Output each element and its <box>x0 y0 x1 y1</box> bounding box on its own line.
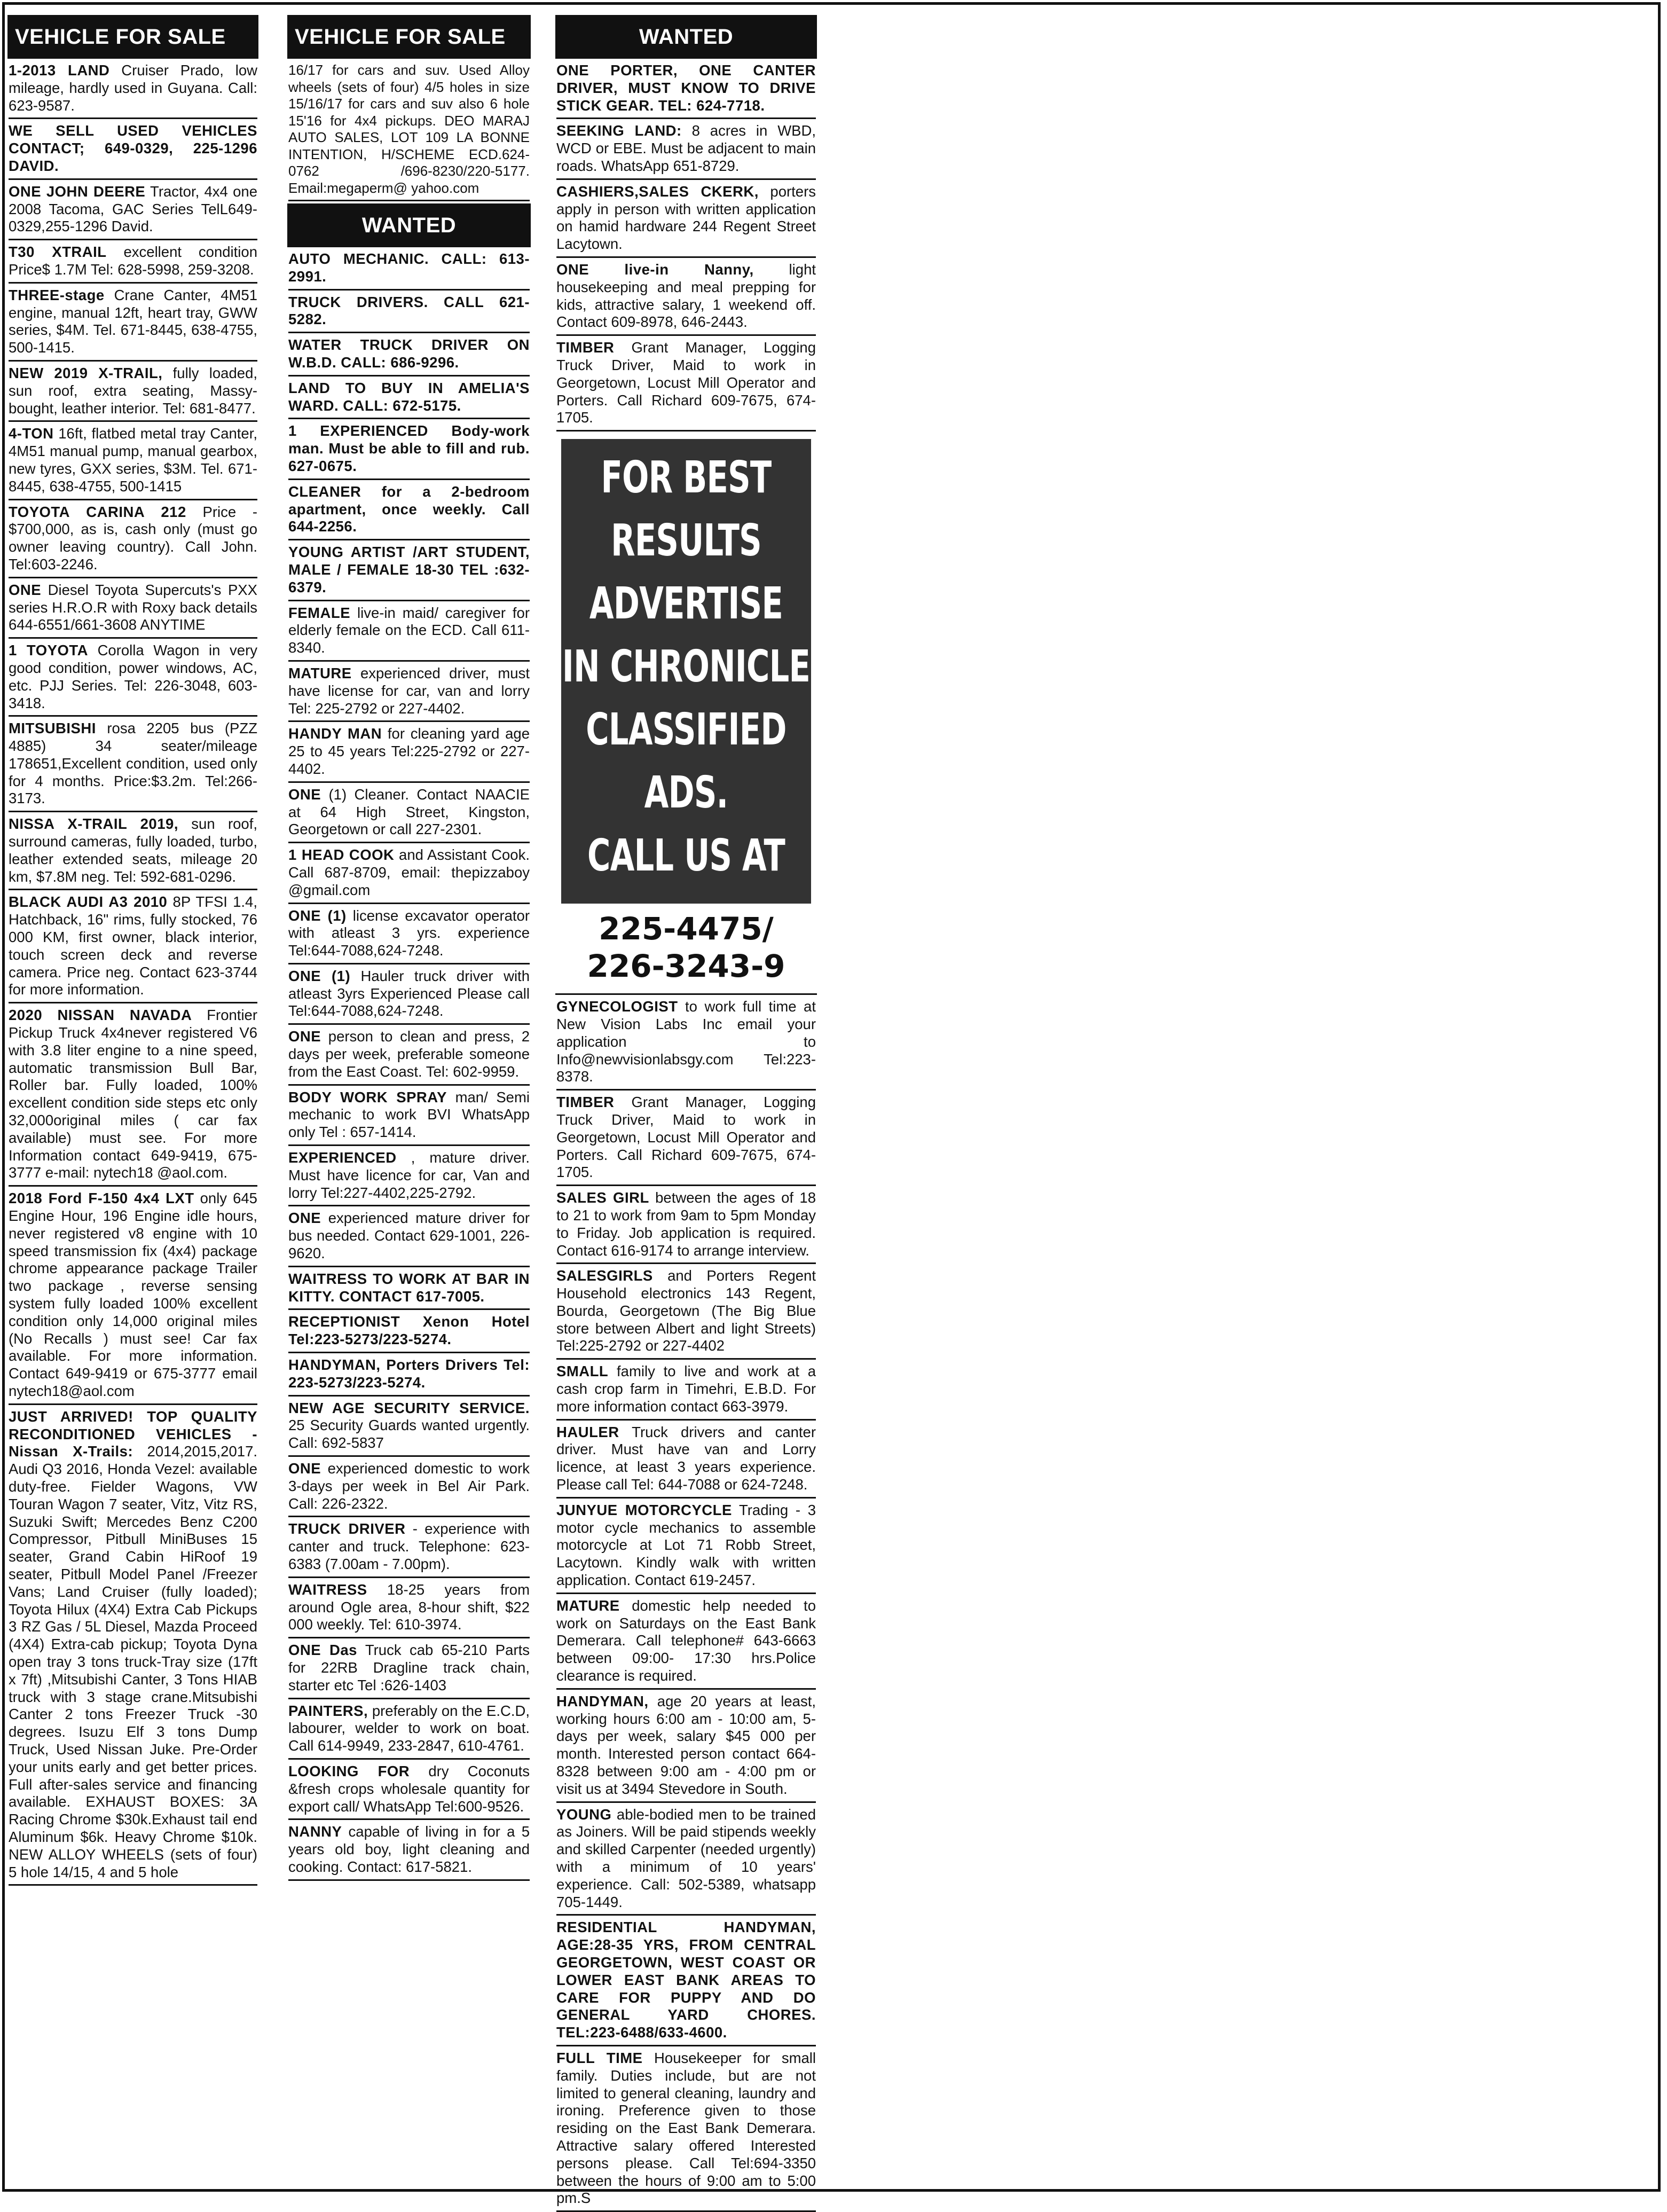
ad-text: to work full time at New Vision Labs Inc email your application to Info@newvisionlabsgy.com Tel:223-8378. <box>556 998 816 1085</box>
ad-lead: RESIDENTIAL HANDYMAN, AGE:28-35 YRS, FROM CENTRAL GEORGETOWN, WEST COAST OR LOWER EAST BANK AREAS TO CARE FOR PUPPY AND DO GENERAL YARD CHORES. TEL:223-6488/633-4600. <box>556 1919 816 2041</box>
ad-lead: SALES GIRL <box>556 1189 649 1206</box>
classified-ad <box>288 1457 530 1517</box>
column-vehicle-for-sale <box>7 15 258 2194</box>
ad-text: , mature driver. Must have licence for car, Van and lorry Tel:227-4402,225-2792. <box>288 1149 530 1201</box>
ad-lead: HANDYMAN, Porters Drivers Tel: 223-5273/223-5274. <box>288 1356 530 1391</box>
ads-list <box>555 59 817 432</box>
ad-text: Truck cab 65-210 Parts for 22RB Dragline track chain, starter etc Tel :626-1403 <box>288 1642 530 1693</box>
classified-ad <box>288 1517 530 1578</box>
banner-line: CALL US AT <box>587 830 785 882</box>
classified-ad <box>288 1353 530 1397</box>
ad-text: excellent condition Price$ 1.7M Tel: 628-5998, 259-3208. <box>9 244 258 278</box>
ad-text: only 645 Engine Hour, 196 Engine idle hours, never registered v8 engine with 10 speed transmission fix (4x4) package chrome appearance package Trailer two package , reverse sensing system fully loaded 100% excellent condition only 14,000 original miles (No Recalls ) must see! Car fax available. For more information. Contact 649-9419 or 675-3777 email nytech18@aol.com <box>9 1190 257 1399</box>
ad-text: man/ Semi mechanic to work BVI WhatsApp only Tel : 657-1414. <box>288 1088 530 1141</box>
classified-ad <box>9 1405 257 1886</box>
ad-lead: FEMALE <box>288 604 351 621</box>
ad-lead: 2020 NISSAN NAVADA <box>9 1007 192 1024</box>
classified-ad <box>288 1699 530 1760</box>
promo-phone-numbers <box>555 904 817 995</box>
ad-text: 8 acres in WBD, WCD or EBE. Must be adjacent to main roads. WhatsApp 651-8729. <box>556 122 816 174</box>
ad-lead: NEW AGE SECURITY SERVICE. <box>288 1399 530 1416</box>
ad-lead: YOUNG <box>556 1806 612 1823</box>
section-header-vehicle-for-sale: VEHICLE FOR SALE <box>7 15 258 59</box>
ad-lead: YOUNG ARTIST /ART STUDENT, MALE / FEMALE 18-30 TEL :632-6379. <box>288 544 530 595</box>
ad-lead: TOYOTA CARINA 212 <box>9 503 186 520</box>
ad-lead: THREE-stage <box>9 286 105 303</box>
classified-ad <box>288 419 530 480</box>
ad-lead: CLEANER for a 2-bedroom apartment, once weekly. Call 644-2256. <box>288 483 530 535</box>
ad-text: and Assistant Cook. Call 687-8709, email: thepizzaboy @gmail.com <box>288 846 530 898</box>
ad-text: domestic help needed to work on Saturdays on the East Bank Demerara. Call telephone# 643-6663 between 09:00- 17:30 hrs.Police clearance is required. <box>556 1597 816 1684</box>
ad-text: 2014,2015,2017. Audi Q3 2016, Honda Vezel: available duty-free. Fielder Wagons, VW Touran Wagon 7 seater, Vitz, Vitz RS, Suzuki Swift; Mercedes Benz C200 Compressor, Pitbull MiniBuses 15 seater, Grand Cabin HiRoof 19 seater, Pitbull Model Panel /Freezer Vans; Land Cruiser (fully loaded); Toyota Hilux (4X4) Extra Cab Pickups 3 RZ Gas / 5L Diesel, Mazda Proceed (4X4) Extra-cab pickup; Toyota Dyna open tray 3 tons truck-Tray size (17ft x 7ft) ,Mitsubishi Canter, 3 Tons HIAB truck with 3 stage crane.Mitsubishi Canter 2 tons Freezer Truck -30 degrees. Isuzu Elf 3 tons Dump Truck, Used Nissan Juke. Pre-Order your units early and get better prices. Full after-sales service and financing available. EXHAUST BOXES: 3A Racing Chrome $30k.Exhaust tail end Aluminum $6k. Heavy Chrome $10k. NEW ALLOY WHEELS (sets of four) 5 hole 14/15, 4 and 5 hole <box>9 1443 257 1880</box>
classified-ad <box>288 1397 530 1457</box>
ad-lead: TRUCK DRIVER <box>288 1520 406 1538</box>
classified-ad <box>9 1187 257 1405</box>
banner-line: FOR BEST RESULTS <box>601 452 772 567</box>
ad-text: experienced mature driver for bus needed. Contact 629-1001, 226-9620. <box>288 1210 530 1262</box>
classified-ad <box>288 843 530 904</box>
ad-lead: BODY WORK SPRAY <box>288 1088 447 1105</box>
classified-ad <box>288 601 530 662</box>
ad-text: Frontier Pickup Truck 4x4never registered V6 with 3.8 liter engine to a nine speed, automatic transmission Bull Bar, Roller bar. Fully loaded, 100% excellent condition side steps etc only 32,000original miles ( car fax available) must see. For more Information contact 649-9419, 675-3777 e-mail: nytech18 @aol.com. <box>9 1007 258 1181</box>
ad-text: age 20 years at least, working hours 6:00 am - 10:00 am, 5-days per week, salary $45 000 per month. Interested person contact 664-8328 between 9:00 am - 4:00 pm or visit us at 3494 Stevedore in South. <box>556 1692 816 1797</box>
classified-ad <box>288 1025 530 1085</box>
ad-lead: MATURE <box>556 1597 620 1614</box>
ad-text: Housekeeper for small family. Duties include, but are not limited to general cleaning, laundry and ironing. Preference given to those residing on the East Bank Demerara. Attractive salary offered Interested persons please. Call Tel:694-3350 between the hours of 9:00 am to 5:00 pm.S <box>556 2049 816 2207</box>
ad-text: Diesel Toyota Supercuts's PXX series H.R.O.R with Roxy back details 644-6551/661-3608 ANYTIME <box>9 581 257 633</box>
classified-ad <box>9 240 257 284</box>
classified-ad <box>556 180 816 258</box>
ad-text: Price - $700,000, as is, cash only (must go owner leaving country). Call John. Tel:603-2246. <box>9 503 258 572</box>
ad-lead: LOOKING FOR <box>288 1762 410 1779</box>
ad-lead: ONE <box>288 1028 321 1045</box>
ad-text: - experience with canter and truck. Telephone: 623-6383 (7.00am - 7.00pm). <box>288 1520 530 1572</box>
ad-lead: HAULER <box>556 1423 619 1440</box>
classified-ad <box>556 1091 816 1186</box>
classified-ad <box>9 890 257 1003</box>
ad-lead: JUST ARRIVED! TOP QUALITY RECONDITIONED VEHICLES - Nissan X-Trails: <box>9 1408 257 1460</box>
ad-lead: 4-TON <box>9 425 54 442</box>
classified-ad <box>288 1820 530 1880</box>
promo-banner <box>561 439 811 904</box>
ad-lead: WAITRESS <box>288 1581 367 1598</box>
ad-text: live-in maid/ caregiver for elderly female on the ECD. Call 611-8340. <box>288 604 530 656</box>
ad-lead: HANDY MAN <box>288 725 382 742</box>
column-vehicle-wanted <box>287 15 531 2194</box>
classified-ad <box>556 1803 816 1916</box>
ad-lead: ONE PORTER, ONE CANTER DRIVER, MUST KNOW TO DRIVE STICK GEAR. TEL: 624-7718. <box>556 62 816 114</box>
ad-text: license excavator operator with atleast 3 yrs. experience Tel:644-7088,624-7248. <box>288 907 530 959</box>
ad-text: family to live and work at a cash crop farm in Timehri, E.B.D. For more information contact 663-3979. <box>556 1363 816 1415</box>
classified-ad <box>9 59 257 119</box>
phone-line: 225-4475/ <box>599 911 774 947</box>
classified-ad <box>9 362 257 422</box>
ad-lead: JUNYUE MOTORCYCLE <box>556 1501 732 1518</box>
classified-ad <box>288 904 530 964</box>
ad-lead: ONE (1) <box>288 907 347 924</box>
classified-ad <box>288 1638 530 1699</box>
classified-ad <box>9 812 257 890</box>
classified-ad <box>288 1760 530 1820</box>
classified-ad <box>288 1086 530 1146</box>
ad-lead: ONE (1) <box>288 967 351 984</box>
ad-lead: 1 TOYOTA <box>9 642 88 659</box>
ad-text: dry Coconuts &fresh crops wholesale quantity for export call/ WhatsApp Tel:600-9526. <box>288 1762 530 1815</box>
classified-ad <box>288 1267 530 1311</box>
ad-lead: 2018 Ford F-150 4x4 LXT <box>9 1190 194 1207</box>
classified-ad <box>9 1003 257 1187</box>
classified-ad <box>9 578 257 639</box>
classified-ad <box>288 722 530 782</box>
classified-ad <box>556 258 816 336</box>
ad-lead: NISSA X-TRAIL 2019, <box>9 815 178 833</box>
classified-ad <box>288 247 530 291</box>
ad-continued: 16/17 for cars and suv. Used Alloy wheels (sets of four) 4/5 holes in size 15/16/17 for cars and suv also 6 hole 15'16 for 4x4 pickups. DEO MARAJ AUTO SALES, LOT 109 LA BONNE INTENTION, H/SCHEME ECD.624-0762 /696-8230/220-5177. Email:megaperm@ yahoo.com <box>288 59 530 201</box>
ad-text: Hauler truck driver with atleast 3yrs Experienced Please call Tel:644-7088,624-7248. <box>288 967 530 1019</box>
ad-lead: ONE <box>288 786 321 803</box>
ad-lead: EXPERIENCED <box>288 1149 397 1166</box>
classified-ad <box>556 1360 816 1420</box>
ad-text: Crane Canter, 4M51 engine, manual 12ft, heart tray, GWW series, $4M. Tel. 671-8445, 638-4755, 500-1415. <box>9 286 257 356</box>
classified-ad <box>556 1499 816 1594</box>
classified-ad <box>9 119 257 179</box>
classified-ad <box>288 291 530 334</box>
classified-ad <box>9 717 257 812</box>
ad-lead: 1 HEAD COOK <box>288 846 395 864</box>
ads-list <box>287 247 531 1881</box>
ad-text: light housekeeping and meal prepping for kids, attractive salary, 1 weekend off. Contact 609-8978, 646-2443. <box>556 261 816 331</box>
ad-text: for cleaning yard age 25 to 45 years Tel:225-2792 or 227-4402. <box>288 725 530 777</box>
classified-ad <box>288 480 530 540</box>
ad-text: preferably on the E.C.D, labourer, welder to work on boat. Call 614-9949, 233-2847, 610-4761. <box>288 1702 530 1754</box>
classified-ad <box>556 1690 816 1803</box>
ad-lead: TIMBER <box>556 339 615 356</box>
ad-text: experienced driver, must have license for car, van and lorry Tel: 225-2792 or 227-4402. <box>288 664 530 717</box>
banner-line: IN CHRONICLE <box>562 641 811 693</box>
ad-text: porters apply in person with written application on hamid hardware 244 Regent Street Lacytown. <box>556 183 816 253</box>
ad-lead: LAND TO BUY IN AMELIA'S WARD. CALL: 672-5175. <box>288 379 530 414</box>
ad-lead: HANDYMAN, <box>556 1692 649 1709</box>
ad-lead: ONE live-in Nanny, <box>556 261 754 278</box>
ad-text: Grant Manager, Logging Truck Driver, Maid to work in Georgetown, Locust Mill Operator and Porters. Call Richard 609-7675, 674-1705. <box>556 339 816 426</box>
ad-lead: ONE <box>288 1460 321 1477</box>
ad-text: between the ages of 18 to 21 to work from 9am to 5pm Monday to Friday. Job application is required. Contact 616-9174 to arrange interview. <box>556 1189 816 1259</box>
ad-lead: AUTO MECHANIC. CALL: 613-2991. <box>288 250 530 285</box>
classified-ad <box>556 1186 816 1264</box>
ad-lead: WAITRESS TO WORK AT BAR IN KITTY. CONTACT 617-7005. <box>288 1270 530 1305</box>
ad-lead: MATURE <box>288 664 352 681</box>
classified-ad <box>9 500 257 578</box>
ad-lead: ONE JOHN DEERE <box>9 183 146 200</box>
ad-text: 18-25 years from around Ogle area, 8-hour shift, $22 000 weekly. Tel: 610-3974. <box>288 1581 530 1633</box>
classified-ad <box>9 422 257 500</box>
ad-text: 8P TFSI 1.4, Hatchback, 16" rims, fully stocked, 76 000 KM, first owner, black interior, touch screen deck and reverse camera. Price neg. Contact 623-3744 for more information. <box>9 893 257 998</box>
classified-ad <box>288 1578 530 1638</box>
classified-ad <box>556 995 816 1091</box>
classified-ad <box>556 1264 816 1360</box>
classified-ad <box>288 964 530 1025</box>
ad-text: Cruiser Prado, low mileage, hardly used in Guyana. Call: 623-9587. <box>9 62 257 114</box>
classified-ad <box>9 639 257 717</box>
ad-text: Tractor, 4x4 one 2008 Tacoma, GAC Series TelL649-0329,255-1296 David. <box>9 183 257 235</box>
ad-text: capable of living in for a 5 years old boy, light cleaning and cooking. Contact: 617-5821. <box>288 1823 530 1875</box>
banner-line: CLASSIFIED ADS. <box>586 704 787 819</box>
ad-lead: BLACK AUDI A3 2010 <box>9 893 168 911</box>
ad-lead: NEW 2019 X-TRAIL, <box>9 364 163 381</box>
ad-text: able-bodied men to be trained as Joiners. Will be paid stipends weekly and skilled Carpenter (needed urgently) with a minimum of 10 years' experience. Call: 502-5389, whatsapp 705-1449. <box>556 1806 816 1910</box>
classified-ad <box>288 1206 530 1267</box>
ad-text: person to clean and press, 2 days per week, preferable someone from the East Coast. Tel: 602-9959. <box>288 1028 530 1080</box>
classified-ad <box>556 1421 816 1499</box>
classified-ad <box>556 1916 816 2046</box>
classified-ad <box>288 1310 530 1353</box>
ad-lead: GYNECOLOGIST <box>556 998 678 1015</box>
ad-lead: RECEPTIONIST Xenon Hotel Tel:223-5273/223-5274. <box>288 1313 530 1348</box>
classified-ad <box>288 662 530 722</box>
ad-text: Truck drivers and canter driver. Must have van and Lorry licence, at least 3 years experience. Please call Tel: 644-7088 or 624-7248. <box>556 1423 816 1493</box>
banner-line: ADVERTISE <box>589 578 783 630</box>
column-wanted <box>555 15 817 2207</box>
ad-text: and Porters Regent Household electronics 143 Regent, Bourda, Georgetown (The Big Blue store between Albert and light Streets) Tel:225-2792 or 227-4402 <box>556 1267 816 1354</box>
ad-lead: T30 XTRAIL <box>9 244 107 261</box>
ad-lead: FULL TIME <box>556 2049 643 2066</box>
ad-lead: SALESGIRLS <box>556 1267 653 1284</box>
section-header-wanted: WANTED <box>555 15 817 59</box>
ad-lead: ONE <box>9 581 42 598</box>
ad-text: 25 Security Guards wanted urgently. Call: 692-5837 <box>288 1417 530 1452</box>
ad-text: (1) Cleaner. Contact NAACIE at 64 High Street, Kingston, Georgetown or call 227-2301. <box>288 786 530 838</box>
ad-lead: TRUCK DRIVERS. CALL 621-5282. <box>288 293 530 328</box>
ad-lead: SMALL <box>556 1363 609 1380</box>
classified-ad <box>288 783 530 843</box>
ad-text: Grant Manager, Logging Truck Driver, Maid to work in Georgetown, Locust Mill Operator and Porters. Call Richard 609-7675, 674-1705. <box>556 1094 816 1181</box>
section-header-wanted: WANTED <box>287 203 531 247</box>
classified-ad <box>9 180 257 240</box>
ad-lead: ONE Das <box>288 1642 357 1659</box>
ad-text: 16ft, flatbed metal tray Canter, 4M51 manual pump, manual gearbox, new tyres, GXX series, $3M. Tel. 671-8445, 638-4755, 500-1415 <box>9 425 257 495</box>
ad-lead: NANNY <box>288 1823 342 1840</box>
classified-ad <box>288 1146 530 1206</box>
ad-lead: WATER TRUCK DRIVER ON W.B.D. CALL: 686-9296. <box>288 336 530 371</box>
ad-lead: SEEKING LAND: <box>556 122 682 139</box>
ad-lead: CASHIERS,SALES CKERK, <box>556 183 759 200</box>
ads-list <box>555 995 817 2212</box>
classified-ad <box>288 376 530 420</box>
classified-ad <box>556 336 816 432</box>
ad-text: rosa 2205 bus (PZZ 4885) 34 seater/mileage 178651,Excellent condition, used only for 4 months. Price:$3.2m. Tel:266-3173. <box>9 720 257 807</box>
ad-lead: TIMBER <box>556 1094 615 1111</box>
classified-ad <box>288 333 530 376</box>
classified-ad <box>9 284 257 362</box>
classified-ad <box>556 2046 816 2212</box>
classified-ad <box>288 540 530 601</box>
ad-lead: MITSUBISHI <box>9 720 96 737</box>
ad-text: Trading - 3 motor cycle mechanics to assemble motorcycle at Lot 71 Robb Street, Lacytown. Kindly walk with written application. Contact 619-2457. <box>556 1501 816 1589</box>
section-header-vehicle-for-sale-cont: VEHICLE FOR SALE <box>287 15 531 59</box>
classified-ad <box>556 119 816 179</box>
ad-text: fully loaded, sun roof, extra seating, Massy-bought, leather interior. Tel: 681-8477. <box>9 364 257 417</box>
ad-text: experienced domestic to work 3-days per week in Bel Air Park. Call: 226-2322. <box>288 1460 530 1512</box>
ad-lead: 1-2013 LAND <box>9 62 110 79</box>
classified-ad <box>556 59 816 119</box>
ad-text: sun roof, surround cameras, fully loaded, turbo, leather extended seats, mileage 20 km, $7.8M neg. Tel: 592-681-0296. <box>9 815 257 885</box>
phone-line: 226-3243-9 <box>587 948 785 985</box>
ad-lead: WE SELL USED VEHICLES CONTACT; 649-0329, 225-1296 DAVID. <box>9 122 257 174</box>
ad-lead: PAINTERS, <box>288 1702 368 1719</box>
ad-lead: ONE <box>288 1210 321 1227</box>
ad-text: Corolla Wagon in very good condition, power windows, AC, etc. PJJ Series. Tel: 226-3048, 603-3418. <box>9 642 257 711</box>
classified-ad <box>556 1594 816 1690</box>
ads-list <box>7 59 258 1886</box>
ad-lead: 1 EXPERIENCED Body-work man. Must be able to fill and rub. 627-0675. <box>288 422 530 474</box>
